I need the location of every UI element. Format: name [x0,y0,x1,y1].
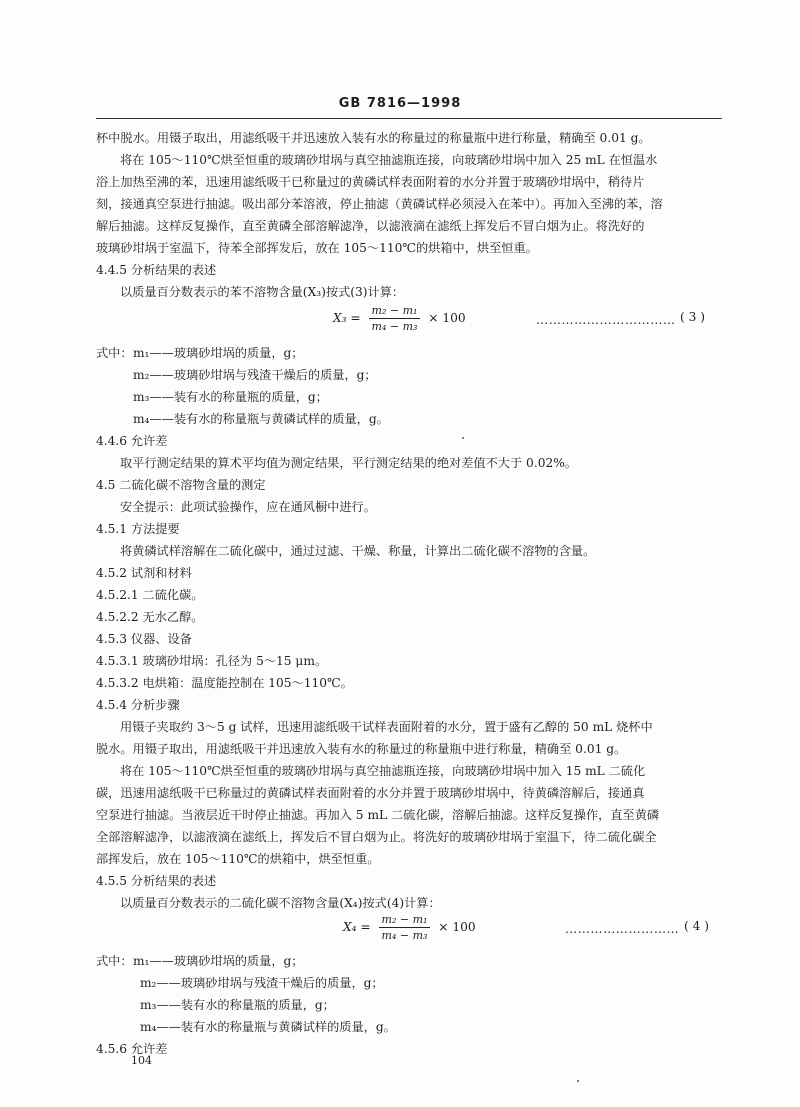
para1-line-6: 玻璃砂坩埚于室温下，待苯全部挥发后，放在 105～110℃的烘箱中，烘至恒重。 [96,241,538,255]
formula-4-var-m2: m₂——玻璃砂坩埚与残渣干燥后的质量，g； [140,976,384,990]
formula-3-fraction [369,303,421,334]
formula-4-var-m4: m₄——装有水的称量瓶与黄磷试样的质量，g。 [140,1020,396,1034]
formula-3 [333,303,466,334]
para1-line-5: 解后抽滤。这样反复操作，直至黄磷全部溶解滤净，以滤液滴在滤纸上挥发后不冒白烟为止。将洗好的 [96,219,645,233]
formula-3-var-m1: m₁——玻璃砂坩埚的质量，g； [133,346,304,360]
formula-3-var-m2: m₂——玻璃砂坩埚与残渣干燥后的质量，g； [133,368,377,382]
scan-speck [462,437,464,439]
formula-4-var-m3: m₃——装有水的称量瓶的质量，g； [140,998,335,1012]
formula-4-leader-dots: ……………………… [565,922,680,936]
section-4-4-6-text: 取平行测定结果的算术平均值为测定结果，平行测定结果的绝对差值不大于 0.02%。 [120,456,577,470]
section-heading-4-5-1: 4.5.1 方法提要 [96,522,180,536]
formula-4-denominator: m₄ − m₃ [381,929,428,942]
formula-4 [343,912,476,943]
header-rule [96,118,722,119]
formula-3-multiplier: × 100 [428,311,466,325]
formula-3-where-label: 式中： [96,346,133,360]
formula-4-multiplier: × 100 [438,920,476,934]
section-heading-4-5-6: 4.5.6 允许差 [96,1042,168,1056]
formula-3-leader-dots: …………………………… [536,313,676,327]
scan-speck [577,1080,579,1082]
para1-line-4: 刻，接通真空泵进行抽滤。吸出部分苯溶液，停止抽滤（黄磷试样必须浸入在苯中）。再加入至沸的苯，溶 [96,197,663,211]
formula-3-var-m3: m₃——装有水的称量瓶的质量，g； [133,390,328,404]
section-heading-4-5-4: 4.5.4 分析步骤 [96,698,180,712]
section-4-5-2-1: 4.5.2.1 二硫化碳。 [96,588,204,602]
page-number: 104 [131,1054,152,1067]
section-4-5-4-line-4: 碳，迅速用滤纸吸干已称量过的黄磷试样表面附着的水分并置于玻璃砂坩埚中，待黄磷溶解后，接通真 [96,786,645,800]
section-4-5-4-line-2: 脱水。用镊子取出，用滤纸吸干并迅速放入装有水的称量过的称量瓶中进行称量，精确至 0.01 g。 [96,742,627,756]
para1-line-1: 杯中脱水。用镊子取出，用滤纸吸干并迅速放入装有水的称量过的称量瓶中进行称量，精确至 0.01 g。 [96,131,651,145]
formula-3-number: ( 3 ) [680,310,706,324]
section-4-5-4-line-7: 部挥发后，放在 105～110℃的烘箱中，烘至恒重。 [96,852,380,866]
formula-3-denominator: m₄ − m₃ [371,320,418,333]
section-4-5-1-text: 将黄磷试样溶解在二硫化碳中，通过过滤、干燥、称量，计算出二硫化碳不溶物的含量。 [120,544,596,558]
formula-4-number: ( 4 ) [684,919,710,933]
section-heading-4-5-5: 4.5.5 分析结果的表述 [96,874,217,888]
section-4-5-4-line-5: 空泵进行抽滤。当液层近干时停止抽滤。再加入 5 mL 二硫化碳，溶解后抽滤。这样反复操作，直至黄磷 [96,808,660,822]
section-4-5-5-text: 以质量百分数表示的二硫化碳不溶物含量(X₄)按式(4)计算： [120,896,441,910]
formula-4-where-label: 式中： [96,954,133,968]
page-header-standard-number: GB 7816—1998 [338,96,462,111]
section-heading-4-5: 4.5 二硫化碳不溶物含量的测定 [96,478,266,492]
section-heading-4-4-6: 4.4.6 允许差 [96,434,168,448]
section-4-5-2-2: 4.5.2.2 无水乙醇。 [96,610,204,624]
formula-3-var-m4: m₄——装有水的称量瓶与黄磷试样的质量，g。 [133,412,389,426]
section-heading-4-5-2: 4.5.2 试剂和材料 [96,566,192,580]
formula-3-lhs: X₃ = [333,311,361,325]
section-4-5-4-line-6: 全部溶解滤净，以滤液滴在滤纸上，挥发后不冒白烟为止。将洗好的玻璃砂坩埚于室温下，待二硫化碳全 [96,830,657,844]
formula-4-fraction [379,912,431,943]
formula-4-var-m1: m₁——玻璃砂坩埚的质量，g； [133,954,304,968]
section-heading-4-5-3: 4.5.3 仪器、设备 [96,632,192,646]
section-4-5-4-line-3: 将在 105～110℃烘至恒重的玻璃砂坩埚与真空抽滤瓶连接，向玻璃砂坩埚中加入 15 mL 二硫化 [120,764,646,778]
para1-line-2: 将在 105～110℃烘至恒重的玻璃砂坩埚与真空抽滤瓶连接，向玻璃砂坩埚中加入 25 mL 在恒温水 [120,153,658,167]
section-4-5-safety-note: 安全提示：此项试验操作，应在通风橱中进行。 [120,500,376,514]
section-heading-4-4-5: 4.4.5 分析结果的表述 [96,263,217,277]
section-4-5-3-1: 4.5.3.1 玻璃砂坩埚：孔径为 5～15 μm。 [96,654,328,668]
section-4-5-4-line-1: 用镊子夹取约 3～5 g 试样，迅速用滤纸吸干试样表面附着的水分，置于盛有乙醇的 50 mL 烧杯中 [120,720,653,734]
section-4-5-3-2: 4.5.3.2 电烘箱：温度能控制在 105～110℃。 [96,676,353,690]
section-4-4-5-text: 以质量百分数表示的苯不溶物含量(X₃)按式(3)计算： [120,285,405,299]
para1-line-3: 浴上加热至沸的苯，迅速用滤纸吸干已称量过的黄磷试样表面附着的水分并置于玻璃砂坩埚中，稍待片 [96,175,645,189]
formula-4-lhs: X₄ = [343,920,371,934]
formula-4-numerator: m₂ − m₁ [379,912,431,928]
formula-3-numerator: m₂ − m₁ [369,303,421,319]
